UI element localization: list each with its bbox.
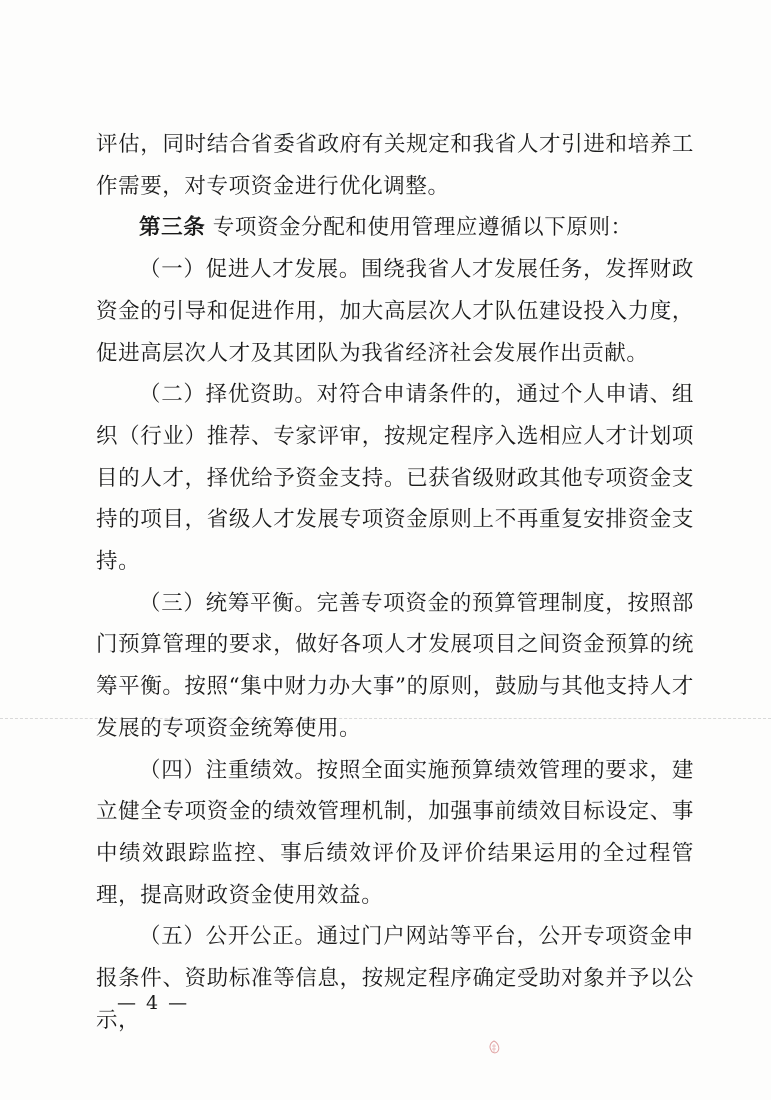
paragraph-article-3: 第三条 专项资金分配和使用管理应遵循以下原则： [139, 215, 633, 241]
paragraph-principle-4: （四）注重绩效。按照全面实施预算绩效管理的要求，建立健全专项资金的绩效管理机制，加强事前绩效目标设定、事中绩效跟踪监控、事后绩效评价及评价结果运用的全过程管理，提高财政资金使用效益。 [96, 757, 694, 908]
page-number: — 4 — [117, 992, 190, 1014]
paragraph-principle-1: （一）促进人才发展。围绕我省人才发展任务，发挥财政资金的引导和促进作用，加大高层次人才队伍建设投入力度，促进高层次人才及其团队为我省经济社会发展作出贡献。 [96, 257, 694, 366]
paragraph-principle-2: （二）择优资助。对符合申请条件的，通过个人申请、组织（行业）推荐、专家评审，按规定程序入选相应人才计划项目的人才，择优给予资金支持。已获省级财政其他专项资金支持的项目，省级人才发展专项资金原则上不再重复安排资金支持。 [96, 382, 694, 575]
article-number: 第三条 [139, 215, 206, 241]
paragraph-intro: 评估，同时结合省委省政府有关规定和我省人才引进和培养工作需要，对专项资金进行优化调整。 [96, 132, 694, 199]
seal-stamp-icon [487, 1040, 501, 1056]
paragraph-principle-3: （三）统筹平衡。完善专项资金的预算管理制度，按照部门预算管理的要求，做好各项人才发展项目之间资金预算的统筹平衡。按照“集中财力办大事”的原则，鼓励与其他支持人才发展的专项资金统筹使用。 [96, 590, 694, 741]
document-body [96, 124, 694, 1041]
paragraph-principle-5: （五）公开公正。通过门户网站等平台，公开专项资金申报条件、资助标准等信息，按规定程序确定受助对象并予以公示， [96, 924, 694, 1033]
